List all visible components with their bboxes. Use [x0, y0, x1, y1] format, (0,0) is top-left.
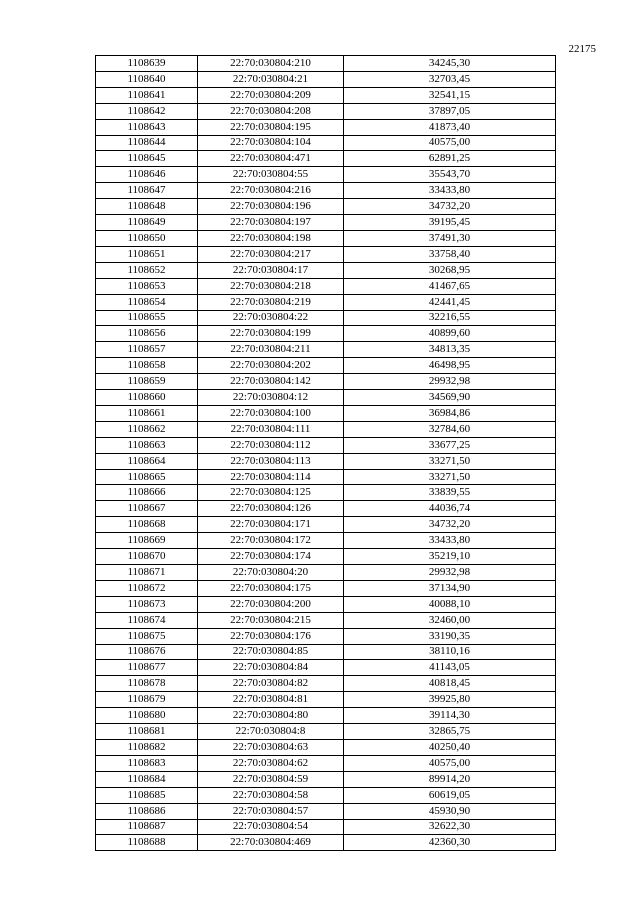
table-body	[96, 56, 556, 851]
table-row	[96, 628, 556, 644]
value-cell: 34732,20	[344, 199, 556, 215]
table-row	[96, 803, 556, 819]
value-cell: 36984,86	[344, 405, 556, 421]
value-cell: 60619,05	[344, 787, 556, 803]
value-cell: 33758,40	[344, 246, 556, 262]
table-row	[96, 342, 556, 358]
value-cell: 41143,05	[344, 660, 556, 676]
value-cell: 32784,60	[344, 421, 556, 437]
cadastral-number-cell: 22:70:030804:211	[198, 342, 344, 358]
table-row	[96, 739, 556, 755]
table-row	[96, 517, 556, 533]
record-number-cell: 1108658	[96, 358, 198, 374]
table-row	[96, 708, 556, 724]
table-row	[96, 612, 556, 628]
record-number-cell: 1108643	[96, 119, 198, 135]
record-number-cell: 1108685	[96, 787, 198, 803]
cadastral-number-cell: 22:70:030804:85	[198, 644, 344, 660]
table-row	[96, 676, 556, 692]
table-row	[96, 565, 556, 581]
table-row	[96, 199, 556, 215]
table-row	[96, 135, 556, 151]
page-number: 22175	[568, 43, 596, 55]
value-cell: 45930,90	[344, 803, 556, 819]
record-number-cell: 1108664	[96, 453, 198, 469]
table-row	[96, 421, 556, 437]
value-cell: 37491,30	[344, 230, 556, 246]
table-row	[96, 119, 556, 135]
cadastral-number-cell: 22:70:030804:202	[198, 358, 344, 374]
cadastral-number-cell: 22:70:030804:80	[198, 708, 344, 724]
table-row	[96, 533, 556, 549]
table-row	[96, 215, 556, 231]
table-row	[96, 755, 556, 771]
value-cell: 40899,60	[344, 326, 556, 342]
value-cell: 42441,45	[344, 294, 556, 310]
cadastral-number-cell: 22:70:030804:126	[198, 501, 344, 517]
cadastral-number-cell: 22:70:030804:59	[198, 771, 344, 787]
cadastral-number-cell: 22:70:030804:81	[198, 692, 344, 708]
record-number-cell: 1108677	[96, 660, 198, 676]
value-cell: 39925,80	[344, 692, 556, 708]
table-row	[96, 819, 556, 835]
value-cell: 32703,45	[344, 71, 556, 87]
cadastral-number-cell: 22:70:030804:62	[198, 755, 344, 771]
table-row	[96, 405, 556, 421]
value-cell: 34569,90	[344, 390, 556, 406]
table-row	[96, 56, 556, 72]
table-row	[96, 310, 556, 326]
cadastral-number-cell: 22:70:030804:197	[198, 215, 344, 231]
cadastral-number-cell: 22:70:030804:111	[198, 421, 344, 437]
record-number-cell: 1108665	[96, 469, 198, 485]
value-cell: 62891,25	[344, 151, 556, 167]
value-cell: 30268,95	[344, 262, 556, 278]
record-number-cell: 1108671	[96, 565, 198, 581]
record-number-cell: 1108644	[96, 135, 198, 151]
record-number-cell: 1108645	[96, 151, 198, 167]
cadastral-number-cell: 22:70:030804:112	[198, 437, 344, 453]
record-number-cell: 1108669	[96, 533, 198, 549]
record-number-cell: 1108660	[96, 390, 198, 406]
cadastral-number-cell: 22:70:030804:195	[198, 119, 344, 135]
cadastral-number-cell: 22:70:030804:54	[198, 819, 344, 835]
value-cell: 33839,55	[344, 485, 556, 501]
value-cell: 40250,40	[344, 739, 556, 755]
value-cell: 33271,50	[344, 453, 556, 469]
cadastral-number-cell: 22:70:030804:125	[198, 485, 344, 501]
record-number-cell: 1108683	[96, 755, 198, 771]
value-cell: 44036,74	[344, 501, 556, 517]
table-row	[96, 771, 556, 787]
value-cell: 35543,70	[344, 167, 556, 183]
table-row	[96, 374, 556, 390]
value-cell: 34813,35	[344, 342, 556, 358]
table-row	[96, 390, 556, 406]
record-number-cell: 1108682	[96, 739, 198, 755]
value-cell: 40575,00	[344, 755, 556, 771]
cadastral-number-cell: 22:70:030804:55	[198, 167, 344, 183]
record-number-cell: 1108684	[96, 771, 198, 787]
cadastral-number-cell: 22:70:030804:196	[198, 199, 344, 215]
cadastral-number-cell: 22:70:030804:104	[198, 135, 344, 151]
record-number-cell: 1108648	[96, 199, 198, 215]
record-number-cell: 1108647	[96, 183, 198, 199]
table-row	[96, 580, 556, 596]
table-row	[96, 103, 556, 119]
table-row	[96, 469, 556, 485]
value-cell: 34732,20	[344, 517, 556, 533]
value-cell: 46498,95	[344, 358, 556, 374]
record-number-cell: 1108657	[96, 342, 198, 358]
record-number-cell: 1108656	[96, 326, 198, 342]
record-number-cell: 1108688	[96, 835, 198, 851]
table-row	[96, 246, 556, 262]
table-row	[96, 835, 556, 851]
table-row	[96, 326, 556, 342]
record-number-cell: 1108661	[96, 405, 198, 421]
value-cell: 39195,45	[344, 215, 556, 231]
value-cell: 41873,40	[344, 119, 556, 135]
record-number-cell: 1108670	[96, 549, 198, 565]
table-row	[96, 151, 556, 167]
record-number-cell: 1108653	[96, 278, 198, 294]
cadastral-number-cell: 22:70:030804:199	[198, 326, 344, 342]
record-number-cell: 1108666	[96, 485, 198, 501]
record-number-cell: 1108663	[96, 437, 198, 453]
table-row	[96, 724, 556, 740]
table-row	[96, 660, 556, 676]
value-cell: 40575,00	[344, 135, 556, 151]
record-number-cell: 1108640	[96, 71, 198, 87]
data-table	[95, 55, 556, 851]
table-row	[96, 278, 556, 294]
record-number-cell: 1108680	[96, 708, 198, 724]
cadastral-number-cell: 22:70:030804:22	[198, 310, 344, 326]
cadastral-number-cell: 22:70:030804:172	[198, 533, 344, 549]
value-cell: 29932,98	[344, 565, 556, 581]
cadastral-number-cell: 22:70:030804:57	[198, 803, 344, 819]
cadastral-number-cell: 22:70:030804:209	[198, 87, 344, 103]
cadastral-number-cell: 22:70:030804:20	[198, 565, 344, 581]
record-number-cell: 1108659	[96, 374, 198, 390]
value-cell: 32541,15	[344, 87, 556, 103]
value-cell: 38110,16	[344, 644, 556, 660]
value-cell: 35219,10	[344, 549, 556, 565]
table-row	[96, 501, 556, 517]
cadastral-number-cell: 22:70:030804:218	[198, 278, 344, 294]
table-row	[96, 644, 556, 660]
cadastral-number-cell: 22:70:030804:12	[198, 390, 344, 406]
value-cell: 32865,75	[344, 724, 556, 740]
cadastral-number-cell: 22:70:030804:84	[198, 660, 344, 676]
cadastral-number-cell: 22:70:030804:200	[198, 596, 344, 612]
record-number-cell: 1108642	[96, 103, 198, 119]
record-number-cell: 1108678	[96, 676, 198, 692]
table-row	[96, 787, 556, 803]
value-cell: 37897,05	[344, 103, 556, 119]
cadastral-number-cell: 22:70:030804:210	[198, 56, 344, 72]
record-number-cell: 1108675	[96, 628, 198, 644]
table-row	[96, 262, 556, 278]
value-cell: 42360,30	[344, 835, 556, 851]
cadastral-number-cell: 22:70:030804:176	[198, 628, 344, 644]
value-cell: 33271,50	[344, 469, 556, 485]
cadastral-number-cell: 22:70:030804:17	[198, 262, 344, 278]
value-cell: 33433,80	[344, 533, 556, 549]
value-cell: 39114,30	[344, 708, 556, 724]
value-cell: 40088,10	[344, 596, 556, 612]
value-cell: 40818,45	[344, 676, 556, 692]
record-number-cell: 1108681	[96, 724, 198, 740]
cadastral-number-cell: 22:70:030804:114	[198, 469, 344, 485]
value-cell: 37134,90	[344, 580, 556, 596]
cadastral-number-cell: 22:70:030804:58	[198, 787, 344, 803]
record-number-cell: 1108641	[96, 87, 198, 103]
value-cell: 33677,25	[344, 437, 556, 453]
table-row	[96, 485, 556, 501]
value-cell: 41467,65	[344, 278, 556, 294]
record-number-cell: 1108686	[96, 803, 198, 819]
record-number-cell: 1108639	[96, 56, 198, 72]
table-row	[96, 358, 556, 374]
cadastral-number-cell: 22:70:030804:63	[198, 739, 344, 755]
record-number-cell: 1108655	[96, 310, 198, 326]
cadastral-number-cell: 22:70:030804:82	[198, 676, 344, 692]
cadastral-number-cell: 22:70:030804:216	[198, 183, 344, 199]
cadastral-number-cell: 22:70:030804:219	[198, 294, 344, 310]
record-number-cell: 1108673	[96, 596, 198, 612]
cadastral-number-cell: 22:70:030804:469	[198, 835, 344, 851]
cadastral-number-cell: 22:70:030804:113	[198, 453, 344, 469]
record-number-cell: 1108651	[96, 246, 198, 262]
cadastral-number-cell: 22:70:030804:215	[198, 612, 344, 628]
value-cell: 32460,00	[344, 612, 556, 628]
table-row	[96, 692, 556, 708]
record-number-cell: 1108654	[96, 294, 198, 310]
value-cell: 32622,30	[344, 819, 556, 835]
cadastral-number-cell: 22:70:030804:100	[198, 405, 344, 421]
table-row	[96, 596, 556, 612]
cadastral-number-cell: 22:70:030804:217	[198, 246, 344, 262]
record-number-cell: 1108676	[96, 644, 198, 660]
table-row	[96, 230, 556, 246]
value-cell: 34245,30	[344, 56, 556, 72]
cadastral-number-cell: 22:70:030804:142	[198, 374, 344, 390]
record-number-cell: 1108646	[96, 167, 198, 183]
record-number-cell: 1108667	[96, 501, 198, 517]
cadastral-number-cell: 22:70:030804:8	[198, 724, 344, 740]
cadastral-number-cell: 22:70:030804:174	[198, 549, 344, 565]
record-number-cell: 1108652	[96, 262, 198, 278]
table-row	[96, 167, 556, 183]
record-number-cell: 1108662	[96, 421, 198, 437]
record-number-cell: 1108679	[96, 692, 198, 708]
record-number-cell: 1108674	[96, 612, 198, 628]
table-row	[96, 71, 556, 87]
record-number-cell: 1108668	[96, 517, 198, 533]
cadastral-number-cell: 22:70:030804:175	[198, 580, 344, 596]
record-number-cell: 1108672	[96, 580, 198, 596]
table-row	[96, 87, 556, 103]
cadastral-number-cell: 22:70:030804:471	[198, 151, 344, 167]
table-row	[96, 437, 556, 453]
record-number-cell: 1108687	[96, 819, 198, 835]
table-row	[96, 294, 556, 310]
value-cell: 33433,80	[344, 183, 556, 199]
table-row	[96, 183, 556, 199]
value-cell: 32216,55	[344, 310, 556, 326]
record-number-cell: 1108649	[96, 215, 198, 231]
cadastral-number-cell: 22:70:030804:21	[198, 71, 344, 87]
cadastral-number-cell: 22:70:030804:198	[198, 230, 344, 246]
cadastral-number-cell: 22:70:030804:208	[198, 103, 344, 119]
record-number-cell: 1108650	[96, 230, 198, 246]
value-cell: 33190,35	[344, 628, 556, 644]
table-row	[96, 453, 556, 469]
cadastral-number-cell: 22:70:030804:171	[198, 517, 344, 533]
table-row	[96, 549, 556, 565]
value-cell: 29932,98	[344, 374, 556, 390]
value-cell: 89914,20	[344, 771, 556, 787]
